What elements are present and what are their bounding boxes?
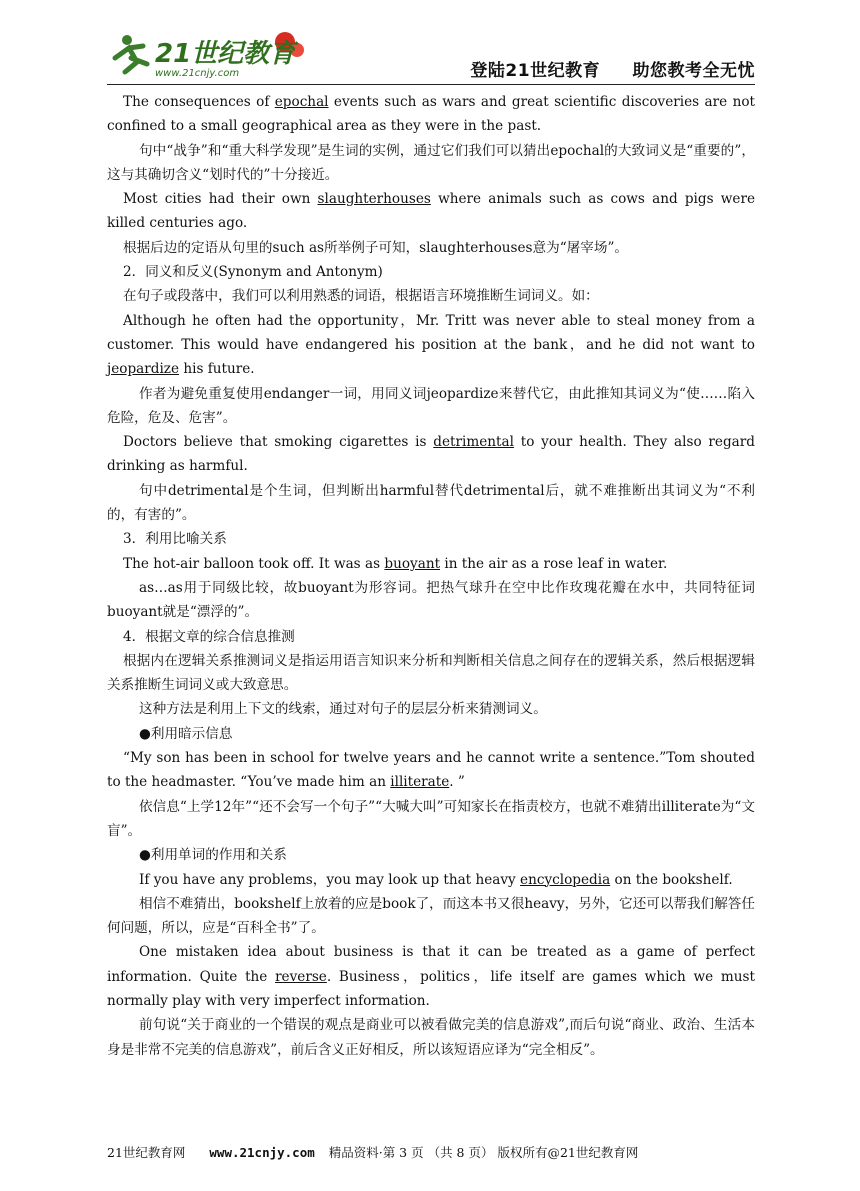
footer-url[interactable]: www.21cnjy.com xyxy=(209,1145,315,1160)
page-footer xyxy=(107,1143,755,1161)
svg-text:www.21cnjy.com: www.21cnjy.com xyxy=(155,68,240,79)
underlined-vocab-word: reverse xyxy=(275,968,327,985)
paragraph xyxy=(107,382,755,431)
underlined-vocab-word: jeopardize xyxy=(107,361,180,378)
text-segment: where animals such as cows and pigs were killed centuries ago. xyxy=(107,191,755,232)
text-segment: The consequences of xyxy=(123,94,275,110)
text-segment: ●利用单词的作用和关系 xyxy=(139,847,287,864)
header-divider xyxy=(107,84,755,85)
text-segment: his future. xyxy=(179,361,255,378)
paragraph xyxy=(107,576,755,625)
text-segment: 前句说“关于商业的一个错误的观点是商业可以被看做完美的信息游戏”,而后句说“商业、政治、生活本身是非常不完美的信息游戏”，前后含义正好相反，所以该短语应译为“完全相反”。 xyxy=(107,1017,755,1058)
site-logo xyxy=(107,28,307,82)
paragraph xyxy=(107,260,755,284)
text-segment: in the air as a rose leaf in water. xyxy=(440,555,668,572)
text-segment: ●利用暗示信息 xyxy=(139,725,233,742)
page-header xyxy=(107,28,755,84)
text-segment: The hot-air balloon took off. It was as xyxy=(123,555,385,572)
paragraph xyxy=(107,625,755,649)
paragraph xyxy=(107,843,755,867)
text-segment: If you have any problems，you may look up that heavy xyxy=(139,871,521,888)
slogan-right: 助您教考全无忧 xyxy=(632,61,755,81)
text-segment: Doctors believe that smoking cigarettes is xyxy=(123,434,434,451)
text-segment: “My son has been in school for twelve years and he cannot write a sentence.”Tom shouted to the headmaster. “You’ve made him an xyxy=(107,750,755,791)
text-segment: 相信不难猜出，bookshelf上放着的应是book了，而这本书又很heavy，另外，它还可以帮我们解答任何问题，所以，应是“百科全书”了。 xyxy=(107,895,755,937)
text-segment: 2．同义和反义(Synonym and Antonym) xyxy=(123,264,383,281)
text-segment: 根据内在逻辑关系推测词义是指运用语言知识来分析和判断相关信息之间存在的逻辑关系，然后根据逻辑关系推断生词词义或大致意思。 xyxy=(107,652,755,694)
paragraph xyxy=(107,479,755,528)
paragraph xyxy=(107,746,755,795)
paragraph xyxy=(107,722,755,746)
svg-text:21世纪教育: 21世纪教育 xyxy=(155,39,296,69)
text-segment: 在句子或段落中，我们可以利用熟悉的词语，根据语言环境推断生词词义。如： xyxy=(123,288,599,305)
paragraph xyxy=(107,236,755,260)
footer-info: 精品资料·第 3 页 （共 8 页） 版权所有@21世纪教育网 xyxy=(328,1145,639,1160)
paragraph xyxy=(107,527,755,551)
underlined-vocab-word: buoyant xyxy=(384,555,441,572)
text-segment: to your health. They also regard drinking as harmful. xyxy=(107,434,755,475)
text-segment: 根据后边的定语从句里的such as所举例子可知，slaughterhouses意为“屠宰场”。 xyxy=(123,239,628,256)
text-segment: Most cities had their own xyxy=(123,191,318,208)
text-segment: 句中detrimental是个生词，但判断出harmful替代detrimental后，就不难推断出其词义为“不利的，有害的”。 xyxy=(107,482,755,524)
paragraph xyxy=(107,90,755,139)
paragraph xyxy=(107,795,755,844)
text-segment: Although he often had the opportunity，Mr. Tritt was never able to steal money from a customer. This would have endangered his position at the bank，and he did not want to xyxy=(107,312,755,353)
paragraph xyxy=(107,868,755,892)
text-segment: 作者为避免重复使用endanger一词，用同义词jeopardize来替代它，由此推知其词义为“使……陷入危险，危及、危害”。 xyxy=(107,385,755,426)
paragraph xyxy=(107,430,755,479)
paragraph xyxy=(107,649,755,698)
underlined-vocab-word: encyclopedia xyxy=(520,871,611,888)
paragraph xyxy=(107,284,755,308)
paragraph xyxy=(107,139,755,188)
paragraph xyxy=(107,892,755,941)
document-body xyxy=(107,90,755,1062)
text-segment: 3．利用比喻关系 xyxy=(123,531,227,548)
slogan-left: 登陆21世纪教育 xyxy=(470,61,601,81)
text-segment: One mistaken idea about business is that it can be treated as a game of perfect information. Quite the xyxy=(107,944,755,985)
text-segment: . ” xyxy=(449,774,465,791)
text-segment: 这种方法是利用上下文的线索，通过对句子的层层分析来猜测词义。 xyxy=(139,701,547,718)
text-segment: . Business，politics，life itself are games which we must normally play with very imperfect information. xyxy=(107,968,755,1009)
text-segment: events such as wars and great scientific discoveries are not confined to a small geographical area as they were in the past. xyxy=(107,94,755,135)
paragraph xyxy=(107,1013,755,1062)
underlined-vocab-word: slaughterhouses xyxy=(317,191,431,208)
text-segment: as…as用于同级比较，故buoyant为形容词。把热气球升在空中比作玫瑰花瓣在水中，共同特征词buoyant就是“漂浮的”。 xyxy=(107,579,755,621)
paragraph xyxy=(107,940,755,1013)
text-segment: 句中“战争”和“重大科学发现”是生词的实例，通过它们我们可以猜出epochal的大致词义是“重要的”，这与其确切含义“划时代的”十分接近。 xyxy=(107,142,755,183)
underlined-vocab-word: illiterate xyxy=(390,774,450,791)
underlined-vocab-word: detrimental xyxy=(433,434,514,451)
paragraph xyxy=(107,697,755,721)
header-slogan xyxy=(444,56,755,81)
text-segment: 依信息“上学12年”“还不会写一个句子”“大喊大叫”可知家长在指责校方，也就不难猜出illiterate为“文盲”。 xyxy=(107,798,755,839)
text-segment: on the bookshelf. xyxy=(610,871,733,888)
paragraph xyxy=(107,187,755,236)
text-segment: 4．根据文章的综合信息推测 xyxy=(123,628,295,645)
underlined-vocab-word: epochal xyxy=(274,94,329,110)
paragraph xyxy=(107,309,755,382)
paragraph xyxy=(107,552,755,576)
footer-site: 21世纪教育网 xyxy=(107,1145,186,1160)
